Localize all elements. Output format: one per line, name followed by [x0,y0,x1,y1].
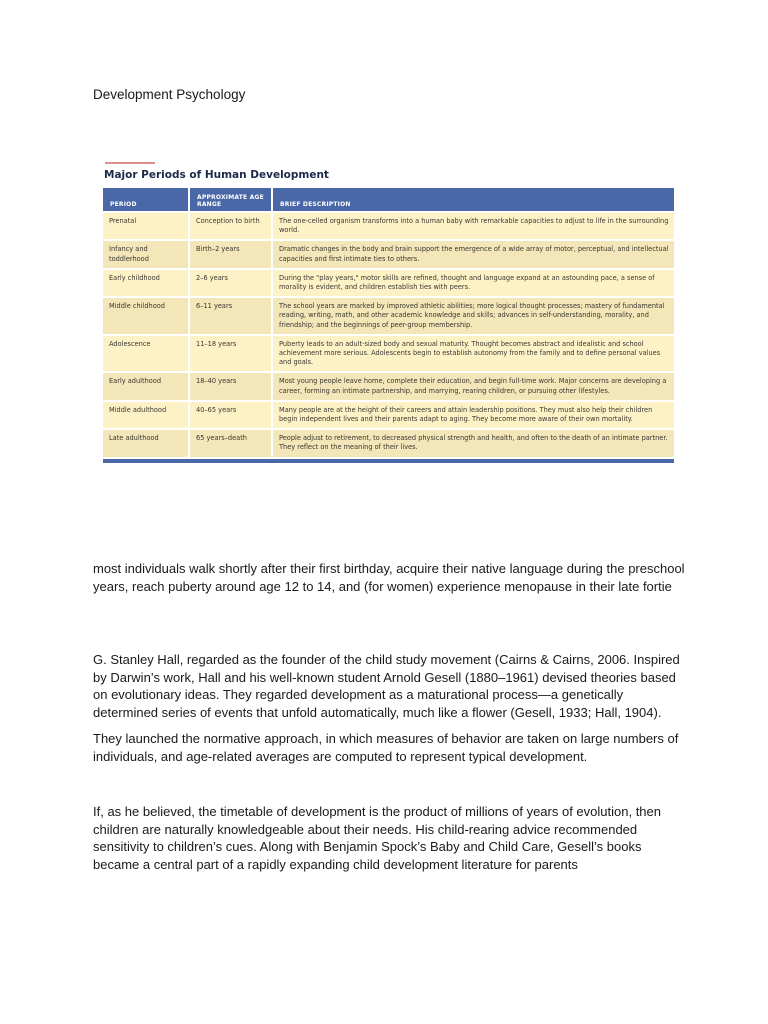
table-row [103,240,674,268]
table-row [103,401,674,429]
paragraph-normative-approach: They launched the normative approach, in which measures of behavior are taken on large numbers of individuals, and age-related averages are computed to represent typical development. [93,731,679,764]
age-cell: 65 years–death [189,429,272,456]
table-row [103,297,674,335]
age-cell: 40–65 years [189,401,272,429]
table-row [103,212,674,240]
paragraph-milestones: most individuals walk shortly after their first birthday, acquire their native language during the preschool years, reach puberty around age 12 to 14, and (for women) experience menopause in their late fortie [93,561,685,594]
table-caption: Major Periods of Human Development [104,169,329,181]
age-cell: 11–18 years [189,335,272,373]
development-periods-figure [103,162,674,463]
age-cell: 18–40 years [189,372,272,400]
development-periods-table [103,188,674,457]
table-row [103,335,674,373]
paragraph-stanley-hall: G. Stanley Hall, regarded as the founder of the child study movement (Cairns & Cairns, 2006. Inspired by Darwin’s work, Hall and his well-known student Arnold Gesell (1880–1961) devised theories based on evolutionary ideas. They regarded development as a maturational process—a genetically determined series of events that unfold automatically, much like a flower (Gesell, 1933; Hall, 1904). [93,652,680,720]
table-row [103,429,674,456]
period-cell: Middle adulthood [103,401,189,429]
document-title: Development Psychology [93,87,246,102]
table-header-row [103,188,674,212]
table-bottom-rule [103,459,674,463]
age-cell: Conception to birth [189,212,272,240]
table-row [103,269,674,297]
period-cell: Adolescence [103,335,189,373]
description-cell: Many people are at the height of their careers and attain leadership positions. They must also help their children begin independent lives and their parents adapt to aging. They become more aware of their own mortality. [272,401,674,429]
description-cell: During the "play years," motor skills are refined, thought and language expand at an astounding pace, a sense of morality is evident, and children establish ties with peers. [272,269,674,297]
period-cell: Middle childhood [103,297,189,335]
period-cell: Early adulthood [103,372,189,400]
paragraph-gesell-advice: If, as he believed, the timetable of development is the product of millions of years of evolution, then children are naturally knowledgeable about their needs. His child-rearing advice recommended sensitivity to children’s cues. Along with Benjamin Spock’s Baby and Child Care, Gesell’s books became a central part of a rapidly expanding child development literature for parents [93,804,661,872]
age-cell: 2–6 years [189,269,272,297]
description-cell: Dramatic changes in the body and brain support the emergence of a wide array of motor, perceptual, and intellectual capacities and first intimate ties to others. [272,240,674,268]
description-cell: Puberty leads to an adult-sized body and sexual maturity. Thought becomes abstract and idealistic and school achievement more serious. Adolescents begin to establish autonomy from the family and to define personal values and goals. [272,335,674,373]
description-cell: Most young people leave home, complete their education, and begin full-time work. Major concerns are developing a career, forming an intimate partnership, and marrying, rearing children, or pursuing other lifestyles. [272,372,674,400]
age-cell: 6–11 years [189,297,272,335]
period-cell: Late adulthood [103,429,189,456]
age-cell: Birth–2 years [189,240,272,268]
header-period: PERIOD [103,188,189,212]
description-cell: The one-celled organism transforms into a human baby with remarkable capacities to adjust to life in the surrounding world. [272,212,674,240]
cropped-label-remnant [105,162,155,168]
period-cell: Prenatal [103,212,189,240]
description-cell: The school years are marked by improved athletic abilities; more logical thought processes; mastery of fundamental reading, writing, math, and other academic knowledge and skills; advances in self-understanding, morality, and friendship; and the beginnings of peer-group membership. [272,297,674,335]
table-row [103,372,674,400]
description-cell: People adjust to retirement, to decreased physical strength and health, and often to the death of an intimate partner. They reflect on the meaning of their lives. [272,429,674,456]
header-age-range: APPROXIMATE AGE RANGE [189,188,272,212]
header-description: BRIEF DESCRIPTION [272,188,674,212]
period-cell: Early childhood [103,269,189,297]
period-cell: Infancy and toddlerhood [103,240,189,268]
